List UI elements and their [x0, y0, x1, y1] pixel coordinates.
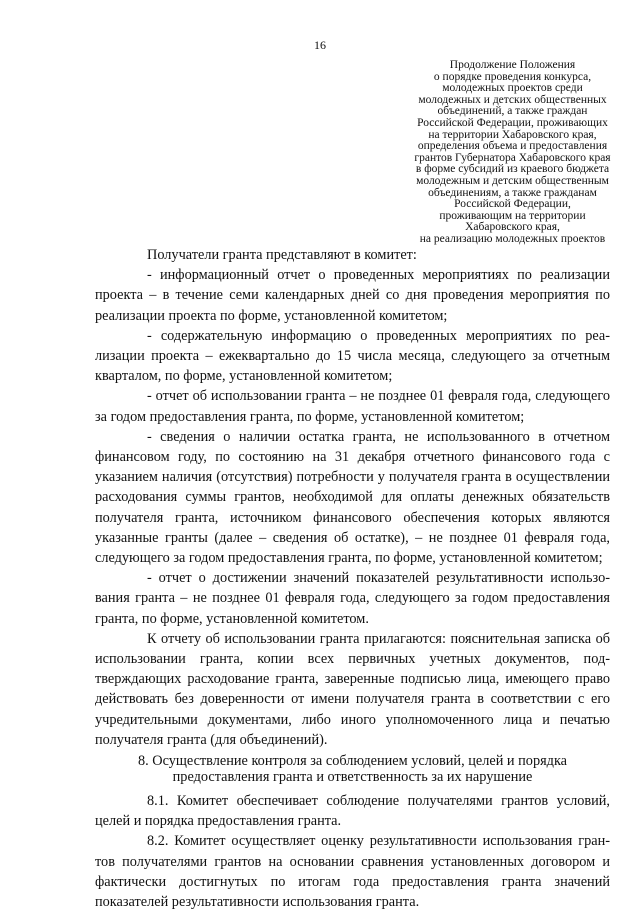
header-line: проживающим на территории [439, 209, 586, 222]
paragraph-quarterly-info: - содержательную информацию о проведенных мероприятиях по реализации проекта – ежеквартально до 15 числа месяца, следующего за отчетным кварталом, по форме, установленной комитетом; [95, 327, 610, 385]
header-line: на реализацию молодежных проектов [419, 232, 606, 245]
header-line: молодежных проектов среди [442, 82, 583, 95]
header-line: молодежным и детским общественным [416, 174, 609, 187]
header-line: объединениям, а также гражданам [428, 186, 597, 199]
header-line: объединений, а также граждан [437, 105, 588, 118]
paragraph-recipients-submit: Получатели гранта представляют в комитет: [147, 247, 417, 263]
paragraph-8-1: 8.1. Комитет обеспечивает соблюдение получателями грантов условий, целей и порядка предоставления гранта. [95, 793, 610, 830]
header-line: Российской Федерации, проживающих [417, 116, 608, 129]
section-title-line: 8. Осуществление контроля за соблюдением условий, целей и порядка [137, 753, 568, 770]
header-line: Российской Федерации, [454, 198, 571, 211]
header-line: грантов Губернатора Хабаровского края [414, 151, 611, 164]
section-8-title [95, 753, 610, 785]
document-body [95, 245, 610, 912]
page-number: 16 [314, 38, 326, 52]
paragraph-balance-info: - сведения о наличии остатка гранта, не использованного в отчетном финансовом году, по состоянию на 31 декабря отчетного финансового года с указанием наличия (отсутствия) потребности у получателя гранта в осуществлении расходования суммы грантов, необходимой для оплаты денежных обязательств получателя гранта, источником финансового обеспечения которых являются указанные гранты (далее – сведения об остатке), – не позднее 01 февраля года, следующего за годом предоставления гранта, по форме, установленной комитетом; [95, 428, 610, 567]
header-line: о порядке проведения конкурса, [433, 70, 592, 83]
paragraph-report-attachments: К отчету об использовании гранта прилагаются: пояснительная записка об использовании гранта, копии всех первичных учетных документов, подтверждающих расходование гранта, заверенные подписью лица, имеющего право действовать без доверенности от имени получателя гранта в соответствии с его учредительными документами, либо иного уполномоченного лица и печатью получателя гранта (для объединений). [95, 630, 610, 748]
regulation-header [380, 60, 640, 246]
header-line: Продолжение Положения [449, 59, 576, 71]
header-line: Хабаровского края, [465, 221, 560, 234]
paragraph-8-2: 8.2. Комитет осуществляет оценку результативности использования грантов получателями грантов на основании сравнения установленных договором и фактически достигнутых по итогам года предоставления гранта значений показателей результативности использования гранта. [95, 833, 610, 911]
header-line: определения объема и предоставления [417, 140, 608, 153]
header-line: на территории Хабаровского края, [428, 128, 597, 141]
paragraph-usage-report: - отчет об использовании гранта – не позднее 01 февраля года, следующего за годом предоставления гранта, по форме, установленной комитетом; [95, 388, 610, 425]
paragraph-info-report: - информационный отчет о проведенных мероприятиях по реализации проекта – в течение семи календарных дней со дня проведения мероприятия по реализации проекта по форме, установленной комитетом; [95, 267, 610, 324]
header-line: в форме субсидий из краевого бюджета [415, 163, 610, 176]
paragraph-performance-report: - отчет о достижении значений показателей результативности использования гранта – не позднее 01 февраля года, следующего за годом предоставления гранта, по форме, установленной комитетом. [95, 570, 610, 627]
section-title-line: предоставления гранта и ответственность за их нарушение [172, 769, 533, 786]
header-line: молодежных и детских общественных [418, 93, 607, 106]
